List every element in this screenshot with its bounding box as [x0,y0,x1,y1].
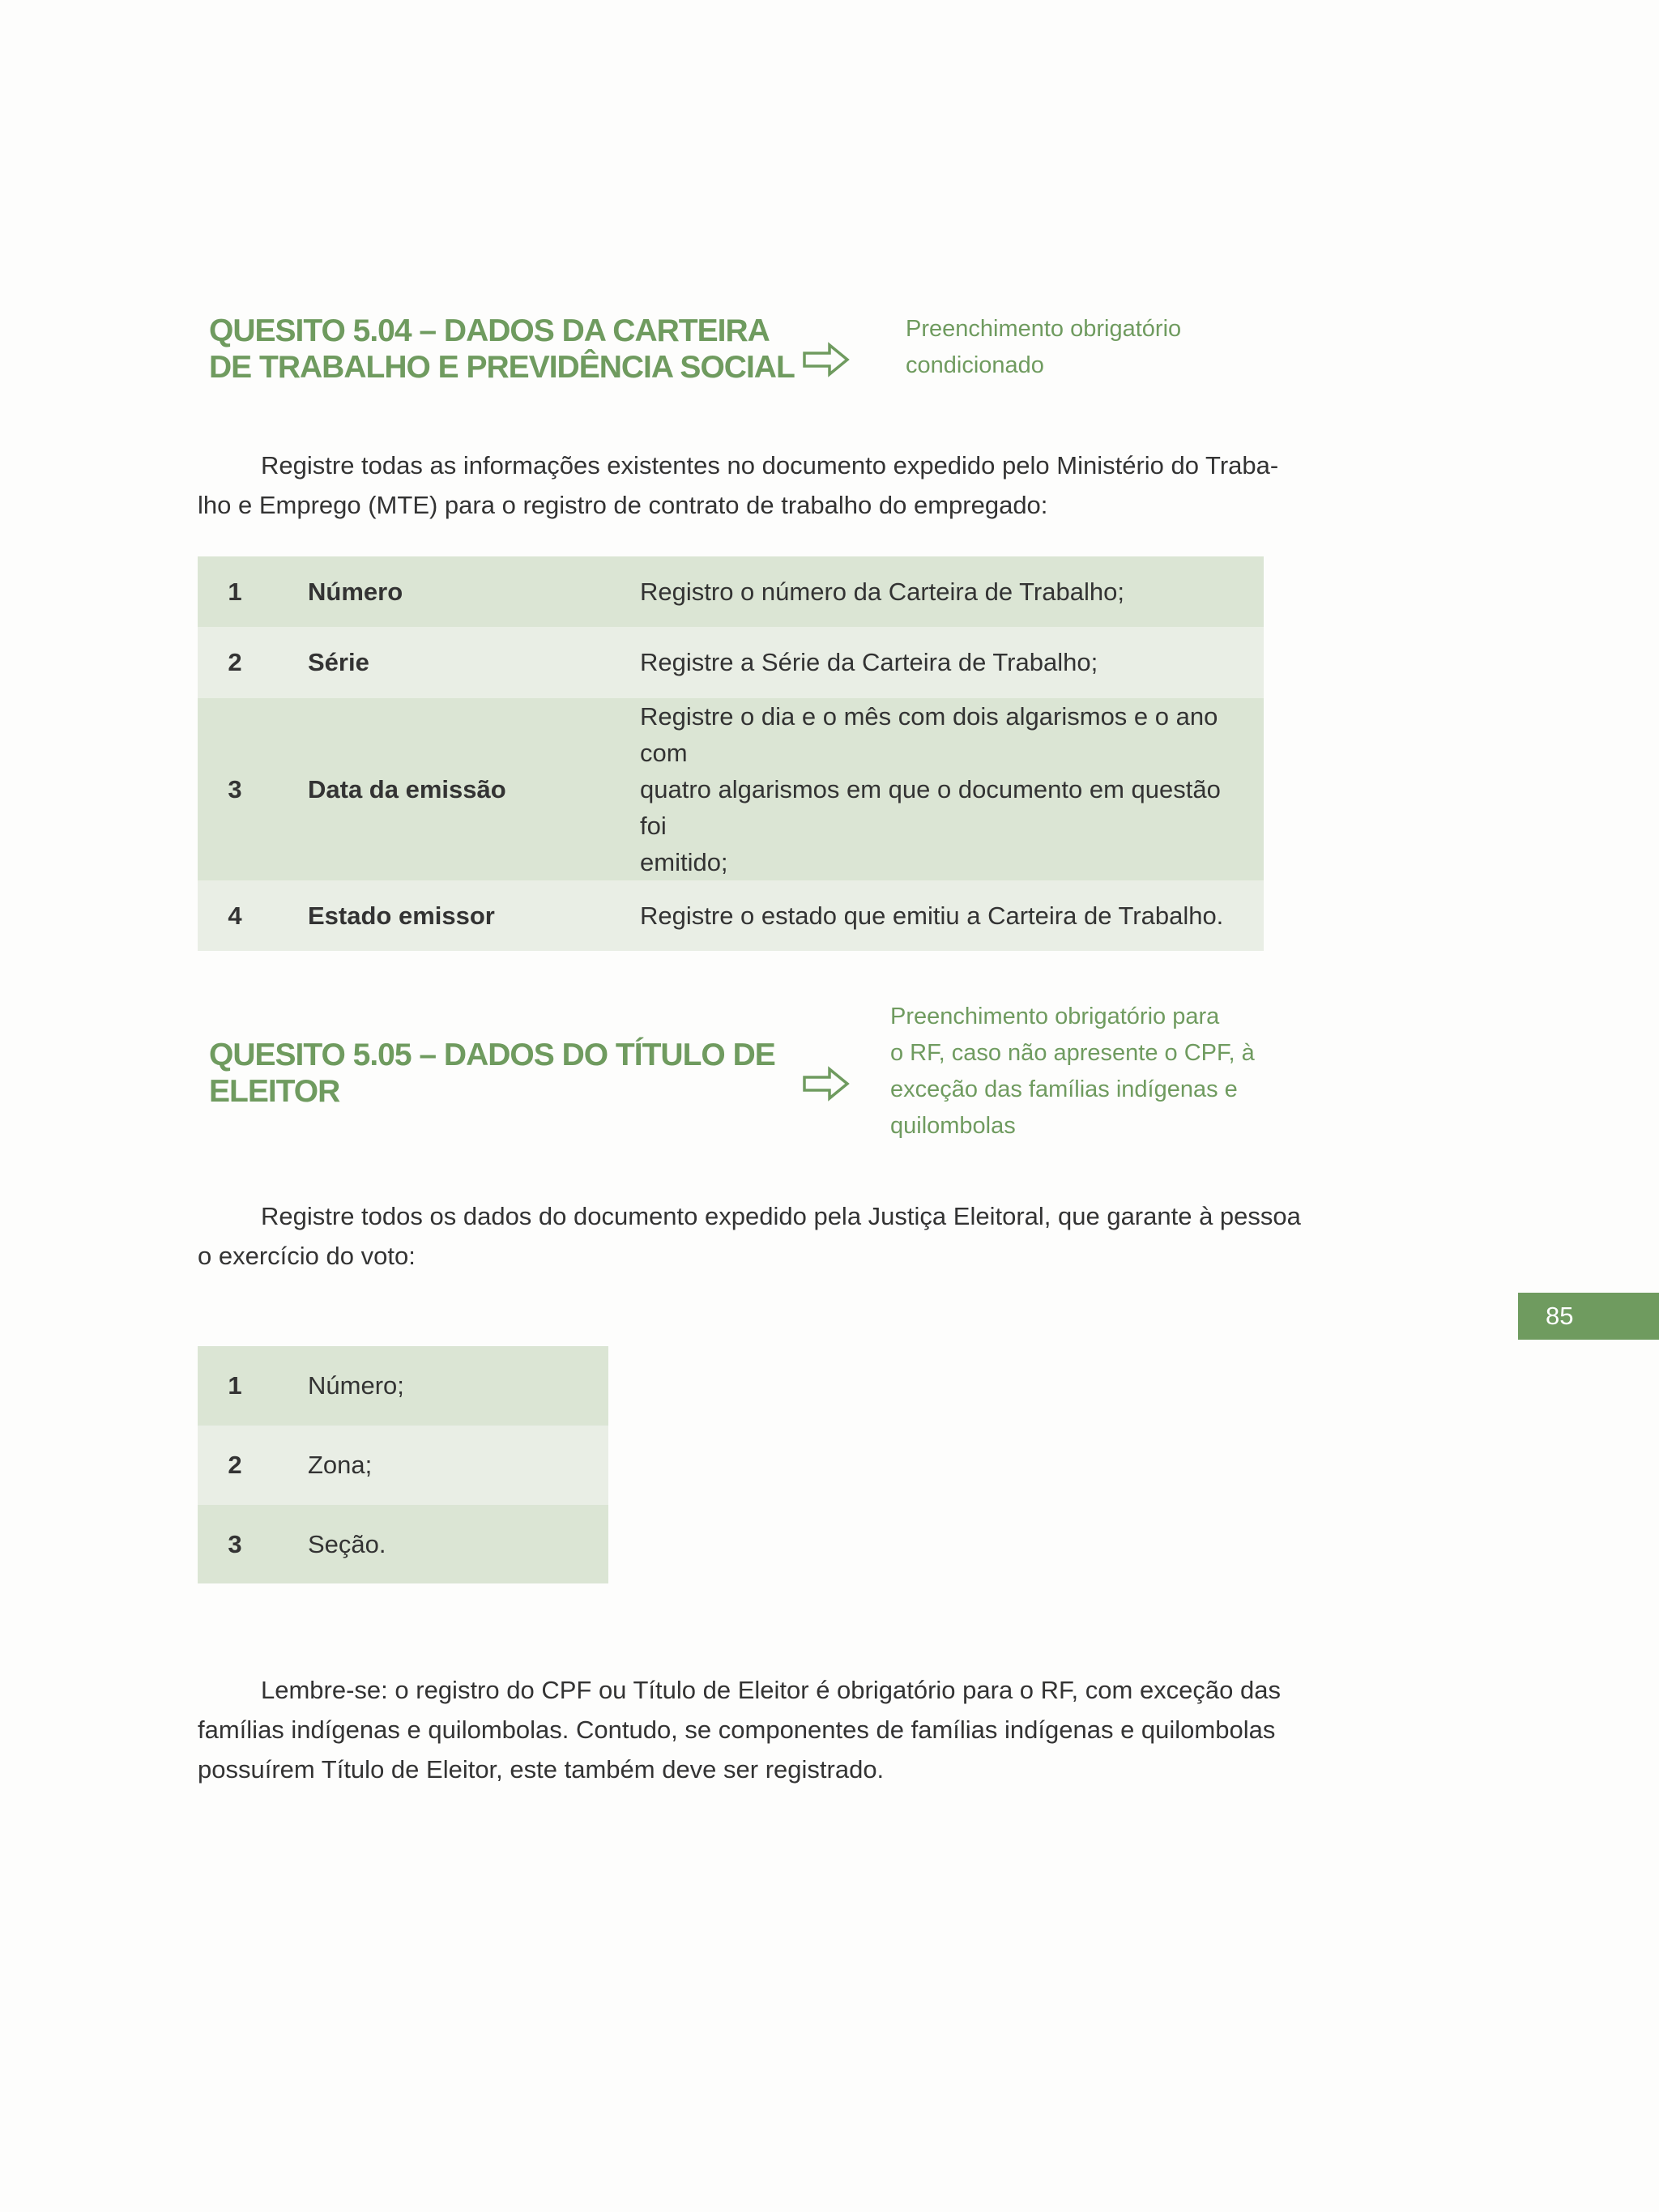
field-description [640,556,1264,627]
section-5-04-heading [209,313,795,386]
description-line: emitido; [640,848,728,876]
row-number: 3 [228,774,242,803]
note-line: exceção das famílias indígenas e [890,1076,1238,1102]
row-number: 2 [228,1451,242,1479]
paragraph-line: famílias indígenas e quilombolas. Contudo, se componentes de famílias indígenas e quilombolas [198,1715,1276,1744]
field-name: Estado emissor [308,901,495,930]
note-line: Preenchimento obrigatório [906,316,1182,342]
field-description [640,698,1264,880]
right-arrow-icon [802,342,851,377]
reminder-paragraph [198,1670,1281,1789]
description-line: Registro o número da Carteira de Trabalho; [640,577,1124,606]
row-number: 3 [228,1529,242,1558]
section-5-04-paragraph [198,445,1279,525]
voter-id-fields-table [198,1346,608,1583]
section-5-05-heading [209,1037,775,1110]
heading-line: QUESITO 5.04 – DADOS DA CARTEIRA [209,313,770,348]
description-line: Registre a Série da Carteira de Trabalho; [640,648,1098,676]
heading-line: QUESITO 5.05 – DADOS DO TÍTULO DE [209,1038,775,1072]
field-name: Número; [308,1371,404,1400]
note-line: o RF, caso não apresente o CPF, à [890,1040,1255,1066]
table-row [198,627,1264,698]
ctps-fields-table [198,556,1264,951]
paragraph-line: o exercício do voto: [198,1242,416,1270]
paragraph-line: Lembre-se: o registro do CPF ou Título de Eleitor é obrigatório para o RF, com exceção das [261,1676,1281,1704]
description-line: Registre o dia e o mês com dois algarismos e o ano com [640,702,1218,767]
paragraph-line: lho e Emprego (MTE) para o registro de contrato de trabalho do empregado: [198,491,1048,519]
paragraph-line: Registre todas as informações existentes no documento expedido pelo Ministério do Traba- [261,451,1279,479]
table-row [198,1426,608,1505]
note-line: condicionado [906,352,1044,378]
field-name: Número [308,577,403,606]
table-row [198,698,1264,880]
section-5-05-note [890,999,1255,1144]
row-number: 4 [228,901,242,930]
field-name: Zona; [308,1451,373,1479]
field-name: Seção. [308,1529,386,1558]
description-line: Registre o estado que emitiu a Carteira de Trabalho. [640,901,1224,930]
field-name: Série [308,648,369,676]
table-row [198,880,1264,951]
paragraph-line: Registre todos os dados do documento expedido pela Justiça Eleitoral, que garante à pessoa [261,1202,1301,1230]
note-line: Preenchimento obrigatório para [890,1004,1220,1029]
field-description [640,880,1264,951]
field-name: Data da emissão [308,774,506,803]
right-arrow-icon [802,1066,851,1102]
row-number: 1 [228,1371,242,1400]
table-row [198,556,1264,627]
note-line: quilombolas [890,1113,1016,1139]
heading-line: ELEITOR [209,1074,340,1109]
section-5-05-paragraph [198,1196,1301,1276]
table-row [198,1346,608,1426]
heading-line: DE TRABALHO E PREVIDÊNCIA SOCIAL [209,350,795,385]
page-number-tab: 85 [1518,1293,1659,1340]
section-5-04-note [906,311,1181,384]
paragraph-line: possuírem Título de Eleitor, este também deve ser registrado. [198,1755,885,1784]
table-row [198,1505,608,1583]
row-number: 1 [228,577,242,606]
row-number: 2 [228,648,242,676]
field-description [640,627,1264,698]
description-line: quatro algarismos em que o documento em questão foi [640,775,1221,840]
